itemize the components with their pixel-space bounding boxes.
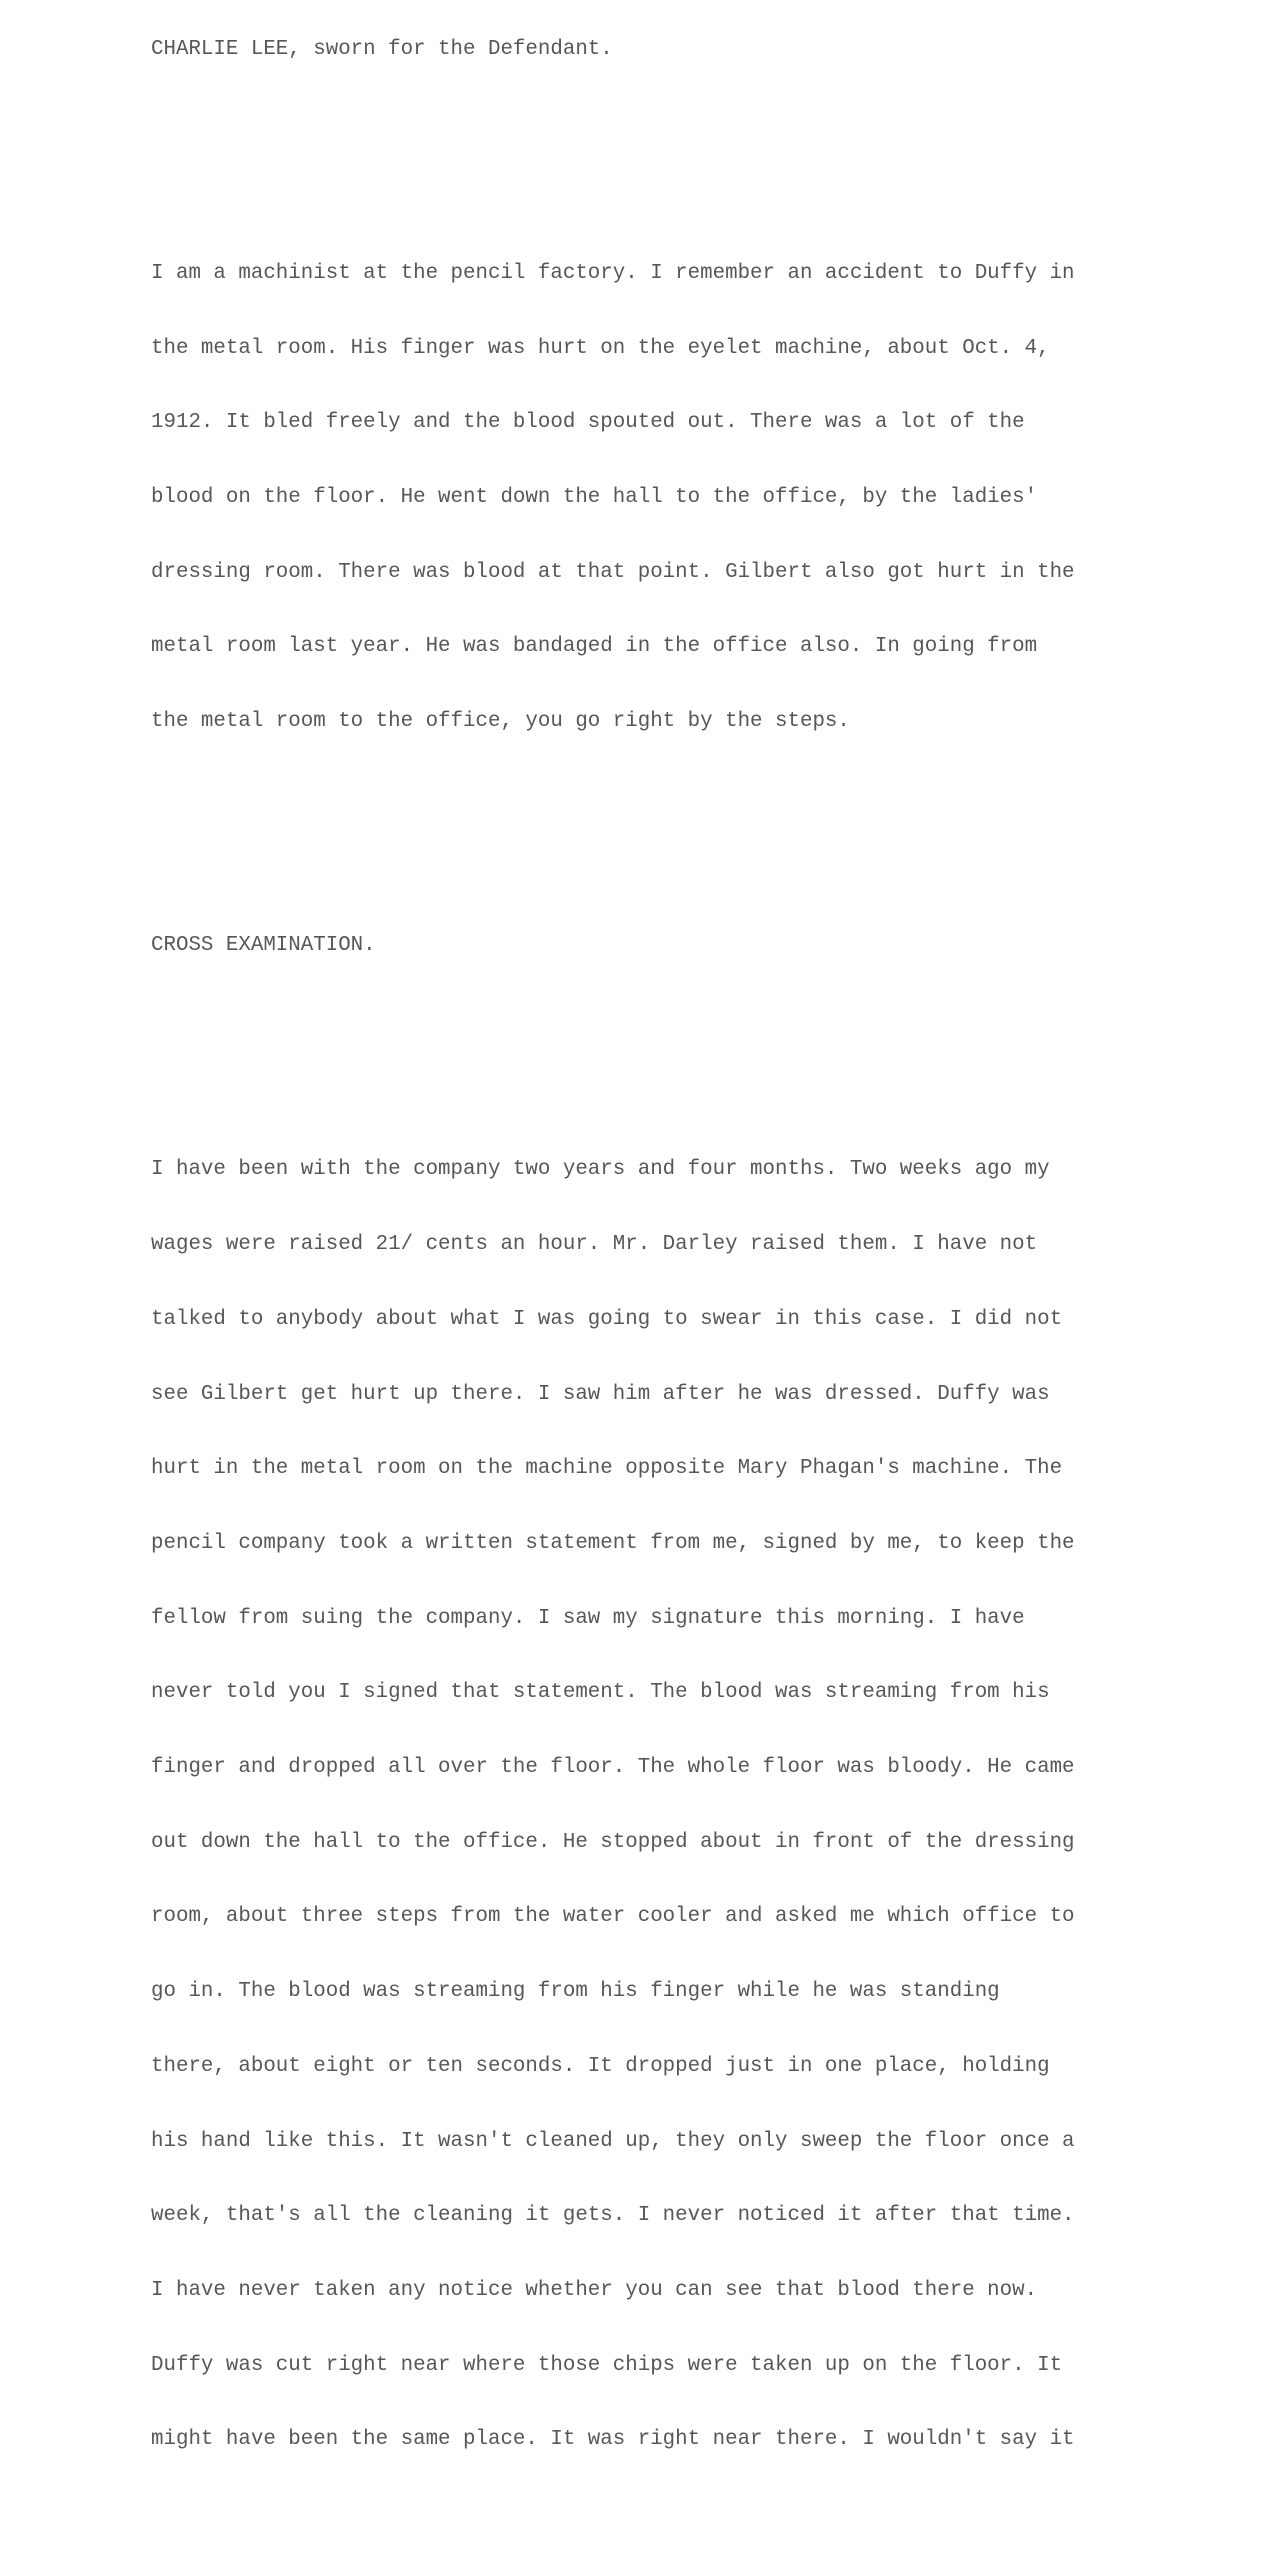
text-line: I have been with the company two years and four months. Two weeks ago my — [151, 1158, 1050, 1182]
text-line: dressing room. There was blood at that point. Gilbert also got hurt in the — [151, 560, 1075, 584]
text-line: 1912. It bled freely and the blood spouted out. There was a lot of the — [151, 411, 1025, 435]
text-line: fellow from suing the company. I saw my signature this morning. I have — [151, 1606, 1025, 1630]
text-line: his hand like this. It wasn't cleaned up, they only sweep the floor once a — [151, 2129, 1075, 2153]
text-line: blood on the floor. He went down the hall to the office, by the ladies' — [151, 486, 1038, 510]
text-line: hurt in the metal room on the machine opposite Mary Phagan's machine. The — [151, 1457, 1063, 1481]
text-line: see Gilbert get hurt up there. I saw him after he was dressed. Duffy was — [151, 1382, 1050, 1406]
direct-testimony-paragraph — [151, 212, 1151, 785]
paragraph-gap — [151, 113, 1151, 138]
paragraph-gap — [151, 860, 1151, 885]
paragraph-gap — [151, 1009, 1151, 1034]
text-line: never told you I signed that statement. The blood was streaming from his — [151, 1681, 1050, 1705]
text-line: pencil company took a written statement from me, signed by me, to keep the — [151, 1531, 1075, 1555]
cross-examination-heading: CROSS EXAMINATION. — [151, 934, 376, 958]
text-line: I have never taken any notice whether you can see that blood there now. — [151, 2278, 1038, 2302]
text-line: wages were raised 21/ cents an hour. Mr. Darley raised them. I have not — [151, 1233, 1038, 1257]
text-line: metal room last year. He was bandaged in the office also. In going from — [151, 635, 1038, 659]
cross-testimony-paragraph — [151, 1109, 1151, 2503]
text-line: out down the hall to the office. He stopped about in front of the dressing — [151, 1830, 1075, 1854]
text-line: go in. The blood was streaming from his finger while he was standing — [151, 1980, 1000, 2004]
text-line: might have been the same place. It was right near there. I wouldn't say it — [151, 2428, 1075, 2452]
text-line: there, about eight or ten seconds. It dropped just in one place, holding — [151, 2054, 1050, 2078]
text-line: I am a machinist at the pencil factory. I remember an accident to Duffy in — [151, 261, 1075, 285]
text-line: finger and dropped all over the floor. The whole floor was bloody. He came — [151, 1756, 1075, 1780]
witness-heading: CHARLIE LEE, sworn for the Defendant. — [151, 37, 613, 61]
text-line: week, that's all the cleaning it gets. I never noticed it after that time. — [151, 2204, 1075, 2228]
text-line: talked to anybody about what I was going to swear in this case. I did not — [151, 1307, 1063, 1331]
text-line: Duffy was cut right near where those chips were taken up on the floor. It — [151, 2353, 1063, 2377]
text-line: room, about three steps from the water cooler and asked me which office to — [151, 1905, 1075, 1929]
text-line: the metal room to the office, you go right by the steps. — [151, 710, 850, 734]
text-line: the metal room. His finger was hurt on the eyelet machine, about Oct. 4, — [151, 336, 1050, 360]
transcript-text — [151, 0, 1151, 2553]
